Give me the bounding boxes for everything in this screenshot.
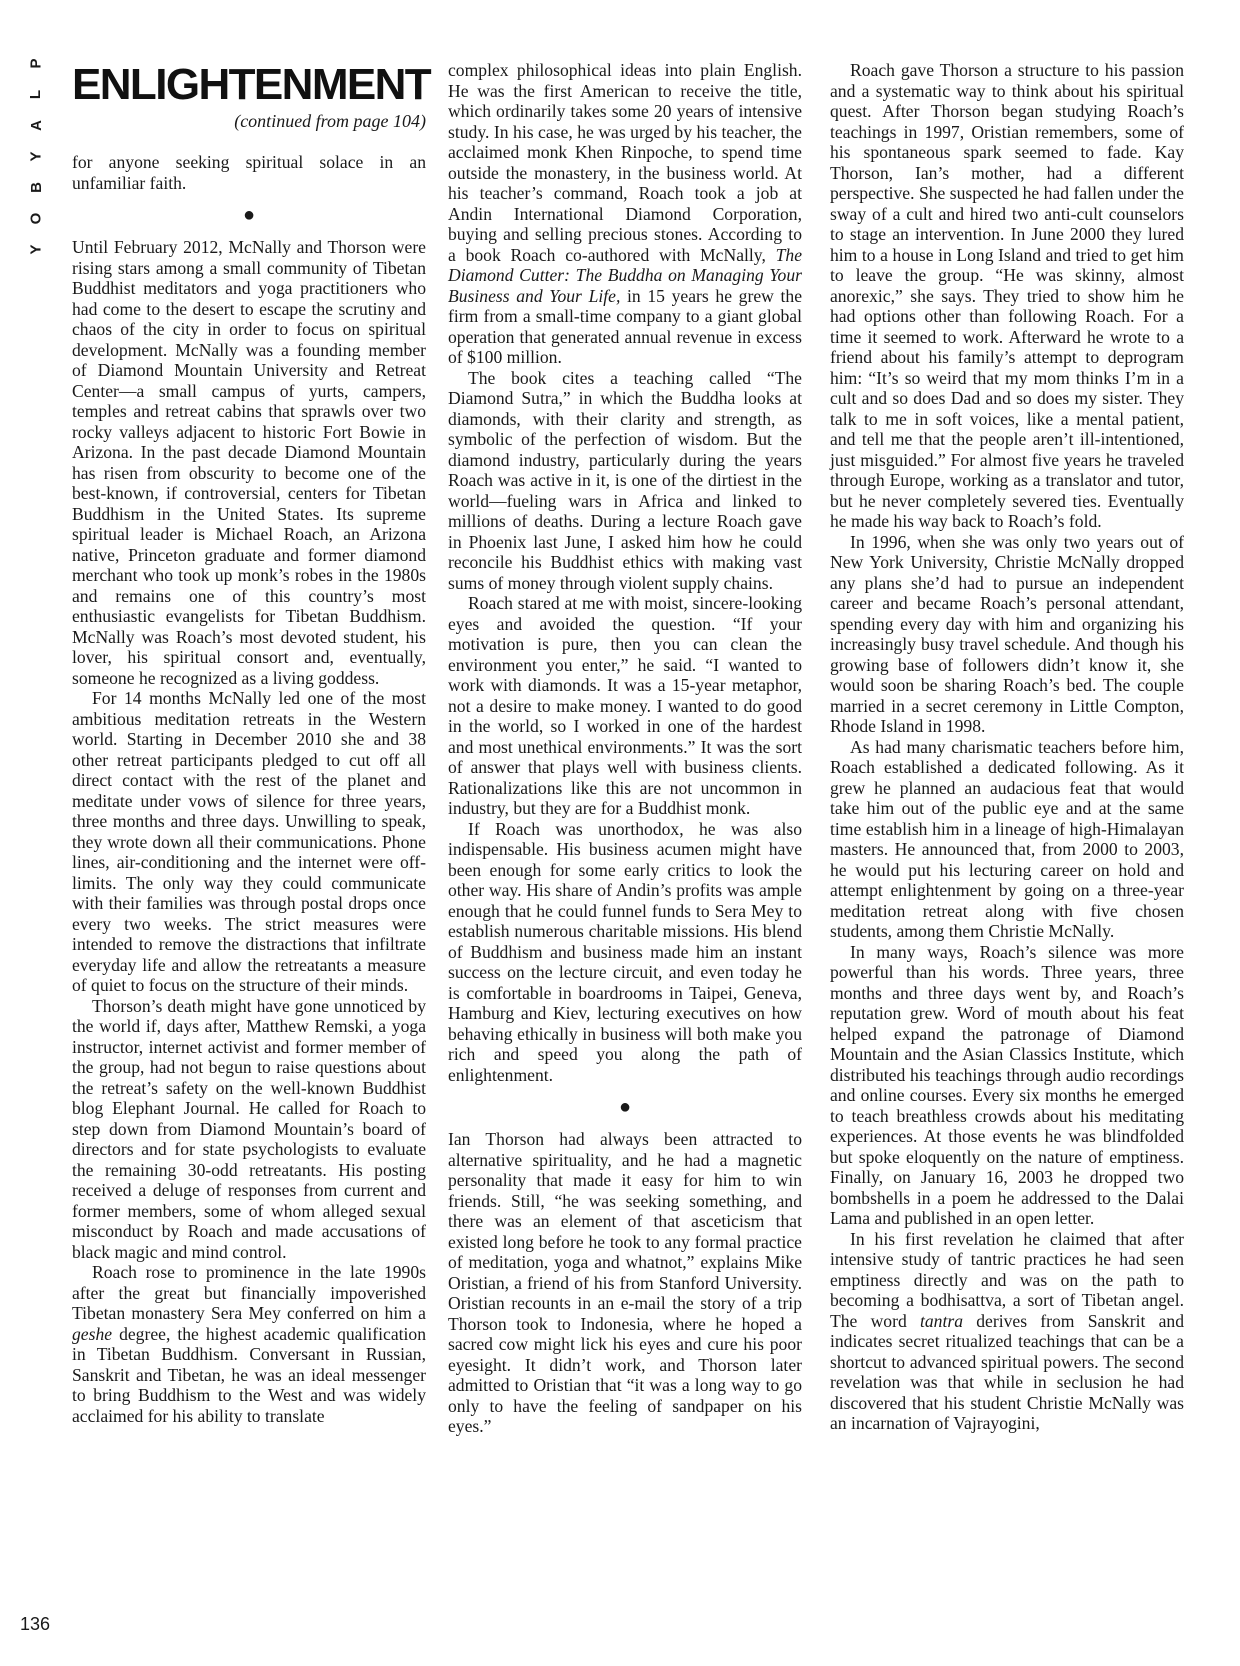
article-column-1 [72, 60, 431, 1426]
text-run: In his first revelation he claimed that after intensive study of tantric practices he had seen emptiness directly and was on the path to becoming a bodhisattva, a sort of Tibetan angel. The word [830, 1228, 1184, 1331]
paragraph: The book cites a teaching called “The Diamond Sutra,” in which the Buddha looks at diamonds, with their clarity and strength, as symbolic of the perfection of wisdom. But the diamond industry, particularly during the years Roach was active in it, is one of the dirtiest in the world—fueling wars in Africa and linked to millions of deaths. During a lecture Roach gave in Phoenix last June, I asked him how he could reconcile his Buddhist ethics with making vast sums of money through violent supply chains. [448, 367, 802, 593]
italic-term: tantra [919, 1310, 963, 1331]
paragraph: Ian Thorson had always been attracted to alternative spirituality, and he had a magnetic personality that made it easy for him to win friends. Still, “he was seeking something, and there was an element of that asceticism that existed long before he took to any formal practice of meditation, yoga and whatnot,” explains Mike Oristian, a friend of his from Stanford University. Oristian recounts in an e-mail the story of a trip Thorson took to Indonesia, where he hoped a sacred cow might lick his eyes and cure his poor eyesight. It didn’t work, and Thorson later admitted to Oristian that “it was a long way to go only to have the feeling of sandpaper on his eyes.” [448, 1129, 802, 1436]
sideline-letter: L [27, 89, 45, 100]
section-bullet: ● [242, 204, 256, 226]
paragraph: for anyone seeking spiritual solace in an unfamiliar faith. [72, 152, 426, 193]
sideline-letter: B [27, 182, 45, 193]
sideline-letter: Y [27, 244, 45, 255]
sideline-letter: A [27, 120, 45, 131]
paragraph: Roach gave Thorson a structure to his passion and a systematic way to think about his spiritual quest. After Thorson began studying Roach’s teachings in 1997, Oristian remembers, some of his spontaneous spark seemed to fade. Kay Thorson, Ian’s mother, had a different perspective. She suspected he had fallen under the sway of a cult and hired two anti-cult counselors to stage an intervention. In June 2000 they lured him to a house in Long Island and tried to get him to leave the group. “He was skinny, almost anorexic,” she says. They tried to show him he had options other than following Roach. For a time it seemed to work. Afterward he wrote to a friend about his family’s attempt to deprogram him: “It’s so weird that my mom thinks I’m in a cult and so does Dad and so does my sister. They talk to me in soft voices, like a mental patient, and tell me that the people aren’t ill-intentioned, just misguided.” For almost five years he traveled through Europe, working as a translator and tutor, but he never completely severed ties. Eventually he made his way back to Roach’s fold. [830, 60, 1184, 531]
book-title: The Diamond Cutter: The Buddha on Managing Your Business and Your Life, [448, 244, 802, 306]
paragraph [72, 1262, 426, 1426]
italic-term: geshe [72, 1323, 113, 1344]
section-bullet: ● [618, 1096, 632, 1118]
magazine-sideline [26, 48, 46, 268]
article-column-2 [448, 60, 802, 1437]
sideline-letter: O [27, 212, 45, 225]
continued-note: (continued from page 104) [234, 111, 426, 131]
headline: ENLIGHTENMENT [72, 60, 431, 109]
text-run: in 15 years he grew the firm from a small-time company to a giant global operation that generated annual revenue in excess of $100 million. [448, 285, 802, 367]
article-column-3 [830, 60, 1184, 1434]
sideline-letter: P [27, 58, 45, 69]
paragraph: Thorson’s death might have gone unnoticed by the world if, days after, Matthew Remski, a yoga instructor, internet activist and former member of the group, had not begun to raise questions about the retreat’s safety on the well-known Buddhist blog Elephant Journal. He called for Roach to step down from Diamond Mountain’s board of directors and for state psychologists to evaluate the remaining 30-odd retreatants. His posting received a deluge of responses from current and former members, some of whom alleged sexual misconduct by Roach and made accusations of black magic and mind control. [72, 995, 426, 1262]
text-run: derives from Sanskrit and indicates secret ritualized teachings that can be a shortcut to advanced spiritual powers. The second revelation was that while in seclusion he had discovered that his student Christie McNally was an incarnation of Vajrayogini, [830, 1310, 1185, 1433]
paragraph: Until February 2012, McNally and Thorson were rising stars among a small community of Tibetan Buddhist meditators and yoga practitioners who had come to the desert to escape the scrutiny and chaos of the city in order to focus on spiritual development. McNally was a founding member of Diamond Mountain University and Retreat Center—a small campus of yurts, campers, temples and retreat cabins that sprawls over two rocky valleys adjacent to historic Fort Bowie in Arizona. In the past decade Diamond Mountain has risen from obscurity to become one of the best-known, if controversial, centers for Tibetan Buddhism in the United States. Its supreme spiritual leader is Michael Roach, an Arizona native, Princeton graduate and former diamond merchant who took up monk’s robes in the 1980s and remains one of this country’s most enthusiastic evangelists for Tibetan Buddhism. McNally was Roach’s most devoted student, his lover, his spiritual consort and, eventually, someone he recognized as a living goddess. [72, 237, 426, 688]
paragraph: For 14 months McNally led one of the most ambitious meditation retreats in the Western world. Starting in December 2010 she and 38 other retreat participants pledged to cut off all direct contact with the rest of the planet and meditate under vows of silence for three years, three months and three days. Unwilling to speak, they wrote down all their communications. Phone lines, air-conditioning and the internet were off-limits. The only way they could communicate with their families was through postal drops once every two weeks. The strict measures were intended to remove the distractions that infiltrate everyday life and allow the retreatants a measure of quiet to focus on the structure of their minds. [72, 688, 426, 995]
paragraph: Roach stared at me with moist, sincere-looking eyes and avoided the question. “If your motivation is pure, then you can clean the environment you enter,” he said. “I wanted to work with diamonds. It was a 15-year metaphor, not a desire to make money. I wanted to do good in the world, so I worked in one of the hardest and most unethical environments.” It was the sort of answer that plays well with business clients. Rationalizations like this are not uncommon in industry, but they are for a Buddhist monk. [448, 593, 802, 818]
paragraph [448, 60, 802, 368]
sideline-letter: Y [27, 151, 45, 162]
paragraph: As had many charismatic teachers before him, Roach established a dedicated following. As it grew he planned an audacious feat that would take him out of the public eye and at the same time establish him in a lineage of high-Himalayan masters. He announced that, from 2000 to 2003, he would put his lecturing career on hold and attempt enlightenment by going on a three-year meditation retreat along with five chosen students, among them Christie McNally. [830, 736, 1184, 941]
paragraph: In 1996, when she was only two years out of New York University, Christie McNally dropped any plans she’d had to pursue an independent career and became Roach’s personal attendant, spending every day with him and organizing his increasingly busy travel schedule. And though his growing base of followers didn’t know it, she would soon be sharing Roach’s bed. The couple married in a secret ceremony in Little Compton, Rhode Island in 1998. [830, 531, 1184, 736]
text-run: complex philosophical ideas into plain English. He was the first American to receive the title, which ordinarily takes some 20 years of intensive study. In his case, he was urged by his teacher, the acclaimed monk Khen Rinpoche, to spend time outside the monastery, in the business world. At his teacher’s command, Roach took a job at Andin International Diamond Corporation, buying and selling precious stones. According to a book Roach co-authored with McNally, [448, 60, 802, 265]
paragraph: If Roach was unorthodox, he was also indispensable. His business acumen might have been enough for some early critics to look the other way. His share of Andin’s profits was ample enough that he could funnel funds to Sera Mey to establish numerous charitable missions. His blend of Buddhism and business made him an instant success on the lecture circuit, and even today he is comfortable in boardrooms in Taipei, Geneva, Hamburg and Kiev, lecturing executives on how behaving ethically in business will both make you rich and speed you along the path of enlightenment. [448, 818, 802, 1085]
text-run: degree, the highest academic qualification in Tibetan Buddhism. Conversant in Russian, Sanskrit and Tibetan, he was an ideal messenger to bring Buddhism to the West and was widely acclaimed for his ability to translate [72, 1323, 426, 1426]
text-run: Roach rose to prominence in the late 1990s after the great but financially impoverished Tibetan monastery Sera Mey conferred on him a [72, 1262, 426, 1323]
paragraph: In many ways, Roach’s silence was more powerful than his words. Three years, three months and three days went by, and Roach’s reputation grew. Word of mouth about his feat helped expand the patronage of Diamond Mountain and the Asian Classics Institute, which distributed his teachings through audio recordings and online courses. Every six months he emerged to teach breathless crowds about his meditating experiences. At those events he was blindfolded but spoke eloquently on the nature of emptiness. Finally, on January 16, 2003 he dropped two bombshells in a poem he addressed to the Dalai Lama and published in an open letter. [830, 941, 1184, 1228]
paragraph [830, 1229, 1184, 1434]
page-number: 136 [20, 1614, 51, 1634]
